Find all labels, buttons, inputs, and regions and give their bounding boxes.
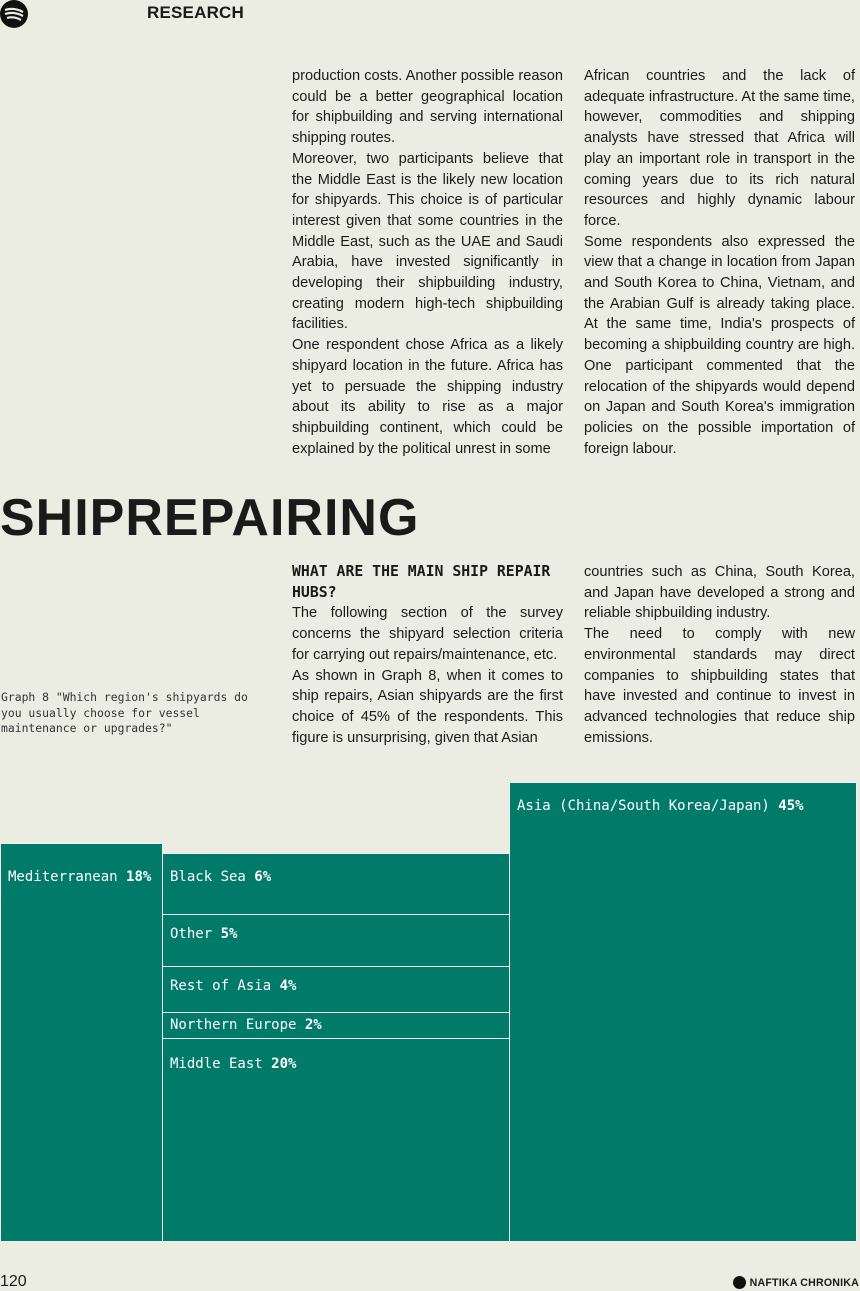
treemap-cell-value: 18% <box>126 869 152 885</box>
text-column-2 <box>584 66 855 459</box>
graph-caption: Graph 8 "Which region's shipyards do you usually choose for vessel maintenance or upgrades?" <box>1 690 248 736</box>
paragraph: countries such as China, South Korea, and Japan have developed a strong and reliable shipbuilding industry. <box>584 564 855 622</box>
paragraph: One respondent chose Africa as a likely shipyard location in the future. Africa has yet to persuade the shipping industry about its ability to rise as a major shipbuilding continent, which could be explained by the political unrest in some <box>292 337 563 457</box>
treemap-cell-label: Northern Europe 2% <box>170 1017 322 1033</box>
treemap-cell <box>162 1038 510 1242</box>
treemap-cell <box>162 853 510 915</box>
treemap-cell-value: 20% <box>271 1056 297 1072</box>
treemap-cell <box>162 1012 510 1039</box>
footer-brand-name: NAFTIKA CHRONIKA <box>749 1276 859 1289</box>
paragraph: production costs. Another possible reason could be a better geographical location for shipbuilding and serving international shipping routes. <box>292 68 563 147</box>
treemap-cell-value: 6% <box>254 869 272 885</box>
section-label: RESEARCH <box>147 3 245 22</box>
page-number: 120 <box>0 1273 27 1290</box>
treemap-cell-label: Middle East 20% <box>170 1056 297 1072</box>
treemap-cell-value: 45% <box>778 798 804 814</box>
paragraph: The need to comply with new environmental standards may direct companies to shipbuilding states that have invested and continue to invest in advanced technologies that reduce ship emissions. <box>584 626 855 746</box>
treemap-cell-label: Mediterranean 18% <box>8 869 152 885</box>
treemap-cell-label: Asia (China/South Korea/Japan) 45% <box>517 798 804 814</box>
brand-logo-icon <box>0 0 28 28</box>
brand-logo-icon <box>733 1276 746 1289</box>
text-column-4 <box>584 562 855 748</box>
text-column-1 <box>292 66 563 459</box>
treemap-cell-label: Other 5% <box>170 926 238 942</box>
paragraph: The following section of the survey concerns the shipyard selection criteria for carrying out repairs/maintenance, etc. <box>292 605 563 663</box>
treemap-cell <box>509 782 857 1242</box>
treemap-cell <box>162 914 510 967</box>
paragraph: Some respondents also expressed the view that a change in location from Japan and South Korea to China, Vietnam, and the Arabian Gulf is already taking place. At the same time, India's prospects of becoming a shipbuilding country are high. One participant commented that the relocation of the shipyards would depend on Japan and South Korea's immigration policies on the possible importation of foreign labour. <box>584 233 855 457</box>
treemap-cell <box>162 966 510 1013</box>
section-heading: SHIPREPAIRING <box>0 489 420 547</box>
paragraph: Moreover, two participants believe that the Middle East is the likely new location for shipyards. This choice is of particular interest given that some countries in the Middle East, such as the UAE and Saudi Arabia, have invested significantly in developing their shipbuilding industry, creating modern high-tech shipbuilding facilities. <box>292 150 563 333</box>
treemap-cell-value: 4% <box>279 978 297 994</box>
subheading: WHAT ARE THE MAIN SHIP REPAIR HUBS? <box>292 563 551 601</box>
paragraph: As shown in Graph 8, when it comes to ship repairs, Asian shipyards are the first choice of 45% of the respondents. This figure is unsurprising, given that Asian <box>292 667 563 746</box>
treemap-cell-label: Rest of Asia 4% <box>170 978 297 994</box>
treemap-cell-value: 5% <box>220 926 238 942</box>
text-column-3 <box>292 562 563 748</box>
treemap-cell-label: Black Sea 6% <box>170 869 272 885</box>
treemap-cell <box>0 843 163 1242</box>
footer-brand <box>733 1276 859 1289</box>
treemap-chart <box>0 782 860 1242</box>
treemap-cell-value: 2% <box>304 1017 322 1033</box>
paragraph: African countries and the lack of adequate infrastructure. At the same time, however, commodities and shipping analysts have stressed that Africa will play an important role in transport in the coming years due to its rich natural resources and highly dynamic labour force. <box>584 68 855 229</box>
